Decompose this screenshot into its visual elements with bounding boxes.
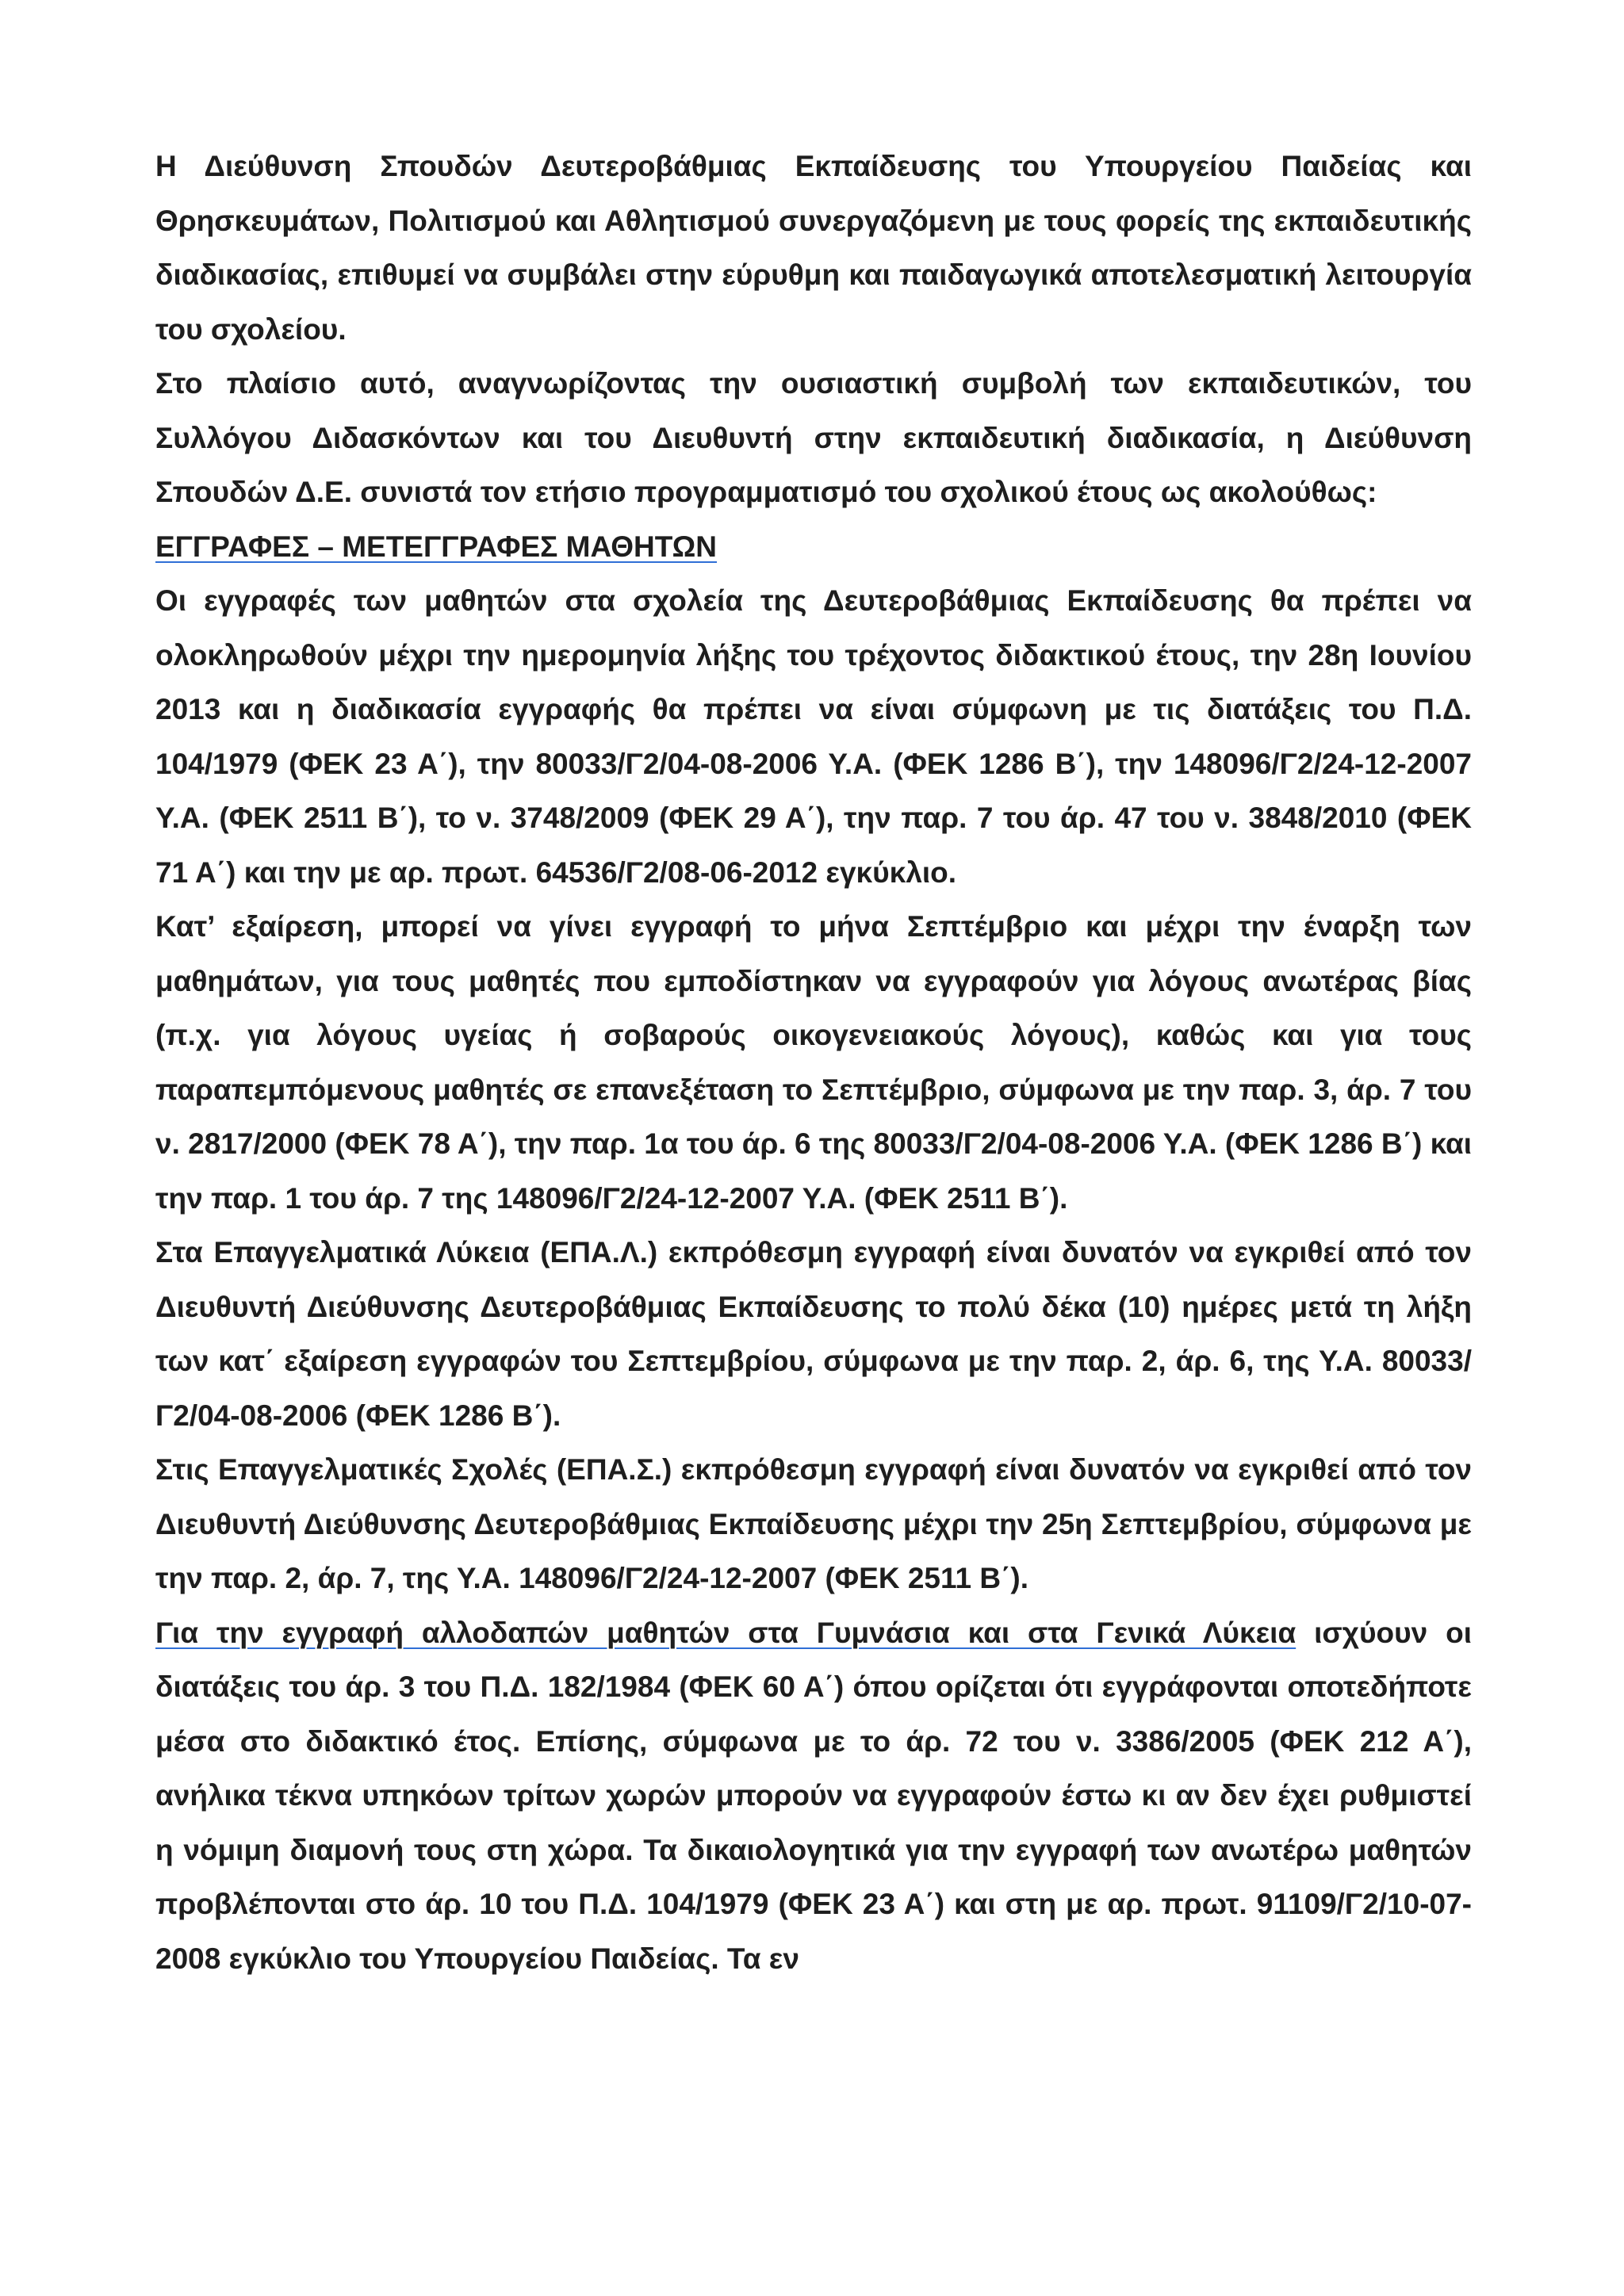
section-heading-link[interactable]: ΕΓΓΡΑΦΕΣ – ΜΕΤΕΓΓΡΑΦΕΣ ΜΑΘΗΤΩΝ	[155, 530, 718, 563]
foreign-students-link[interactable]: Για την εγγραφή αλλοδαπών μαθητών στα Γυμνάσια και στα Γενικά Λύκεια	[155, 1616, 1297, 1649]
document-page	[155, 140, 1472, 1986]
context-paragraph: Στο πλαίσιο αυτό, αναγνωρίζοντας την ουσιαστική συμβολή των εκπαιδευτικών, του Συλλόγου Διδασκόντων και του Διευθυντή στην εκπαιδευτική διαδικασία, η Διεύθυνση Σπουδών Δ.Ε. συνιστά τον ετήσιο προγραμματισμό του σχολικού έτους ως ακολούθως:	[155, 367, 1472, 508]
epas-paragraph: Στις Επαγγελματικές Σχολές (ΕΠΑ.Σ.) εκπρόθεσμη εγγραφή είναι δυνατόν να εγκριθεί από τον Διευθυντή Διεύθυνσης Δευτεροβάθμιας Εκπαίδευσης μέχρι την 25η Σεπτεμβρίου, σύμφωνα με την παρ. 2, άρ. 7, της Υ.Α. 148096/Γ2/24-12-2007 (ΦΕΚ 2511 Β΄).	[155, 1453, 1472, 1594]
epal-paragraph: Στα Επαγγελματικά Λύκεια (ΕΠΑ.Λ.) εκπρόθεσμη εγγραφή είναι δυνατόν να εγκριθεί από τον Διευθυντή Διεύθυνσης Δευτεροβάθμιας Εκπαίδευσης το πολύ δέκα (10) ημέρες μετά τη λήξη των κατ΄ εξαίρεση εγγραφών του Σεπτεμβρίου, σύμφωνα με την παρ. 2, άρ. 6, της Υ.Α. 80033/Γ2/04-08-2006 (ΦΕΚ 1286 Β΄).	[155, 1236, 1472, 1432]
section-heading	[155, 520, 1472, 575]
foreign-students-paragraph	[155, 1606, 1472, 1987]
enrollment-deadline-paragraph: Οι εγγραφές των μαθητών στα σχολεία της Δευτεροβάθμιας Εκπαίδευσης θα πρέπει να ολοκληρωθούν μέχρι την ημερομηνία λήξης του τρέχοντος διδακτικού έτους, την 28η Ιουνίου 2013 και η διαδικασία εγγραφής θα πρέπει να είναι σύμφωνη με τις διατάξεις του Π.Δ. 104/1979 (ΦΕΚ 23 Α΄), την 80033/Γ2/04-08-2006 Υ.Α. (ΦΕΚ 1286 Β΄), την 148096/Γ2/24-12-2007 Υ.Α. (ΦΕΚ 2511 Β΄), το ν. 3748/2009 (ΦΕΚ 29 Α΄), την παρ. 7 του άρ. 47 του ν. 3848/2010 (ΦΕΚ 71 Α΄) και την με αρ. πρωτ. 64536/Γ2/08-06-2012 εγκύκλιο.	[155, 584, 1472, 889]
exception-paragraph: Κατ’ εξαίρεση, μπορεί να γίνει εγγραφή το μήνα Σεπτέμβριο και μέχρι την έναρξη των μαθημάτων, για τους μαθητές που εμποδίστηκαν να εγγραφούν για λόγους ανωτέρας βίας (π.χ. για λόγους υγείας ή σοβαρούς οικογενειακούς λόγους), καθώς και για τους παραπεμπόμενους μαθητές σε επανεξέταση το Σεπτέμβριο, σύμφωνα με την παρ. 3, άρ. 7 του ν. 2817/2000 (ΦΕΚ 78 Α΄), την παρ. 1α του άρ. 6 της 80033/Γ2/04-08-2006 Υ.Α. (ΦΕΚ 1286 Β΄) και την παρ. 1 του άρ. 7 της 148096/Γ2/24-12-2007 Υ.Α. (ΦΕΚ 2511 Β΄).	[155, 910, 1472, 1215]
foreign-students-text: ισχύουν οι διατάξεις του άρ. 3 του Π.Δ. 182/1984 (ΦΕΚ 60 Α΄) όπου ορίζεται ότι εγγράφονται οποτεδήποτε μέσα στο διδακτικό έτος. Επίσης, σύμφωνα με το άρ. 72 του ν. 3386/2005 (ΦΕΚ 212 Α΄), ανήλικα τέκνα υπηκόων τρίτων χωρών μπορούν να εγγραφούν έστω κι αν δεν έχει ρυθμιστεί η νόμιμη διαμονή τους στη χώρα. Τα δικαιολογητικά για την εγγραφή των ανωτέρω μαθητών προβλέπονται στο άρ. 10 του Π.Δ. 104/1979 (ΦΕΚ 23 Α΄) και στη με αρ. πρωτ. 91109/Γ2/10-07-2008 εγκύκλιο του Υπουργείου Παιδείας. Τα εν	[155, 1616, 1472, 1975]
intro-paragraph: Η Διεύθυνση Σπουδών Δευτεροβάθμιας Εκπαίδευσης του Υπουργείου Παιδείας και Θρησκευμάτων, Πολιτισμού και Αθλητισμού συνεργαζόμενη με τους φορείς της εκπαιδευτικής διαδικασίας, επιθυμεί να συμβάλει στην εύρυθμη και παιδαγωγικά αποτελεσματική λειτουργία του σχολείου.	[155, 150, 1472, 346]
